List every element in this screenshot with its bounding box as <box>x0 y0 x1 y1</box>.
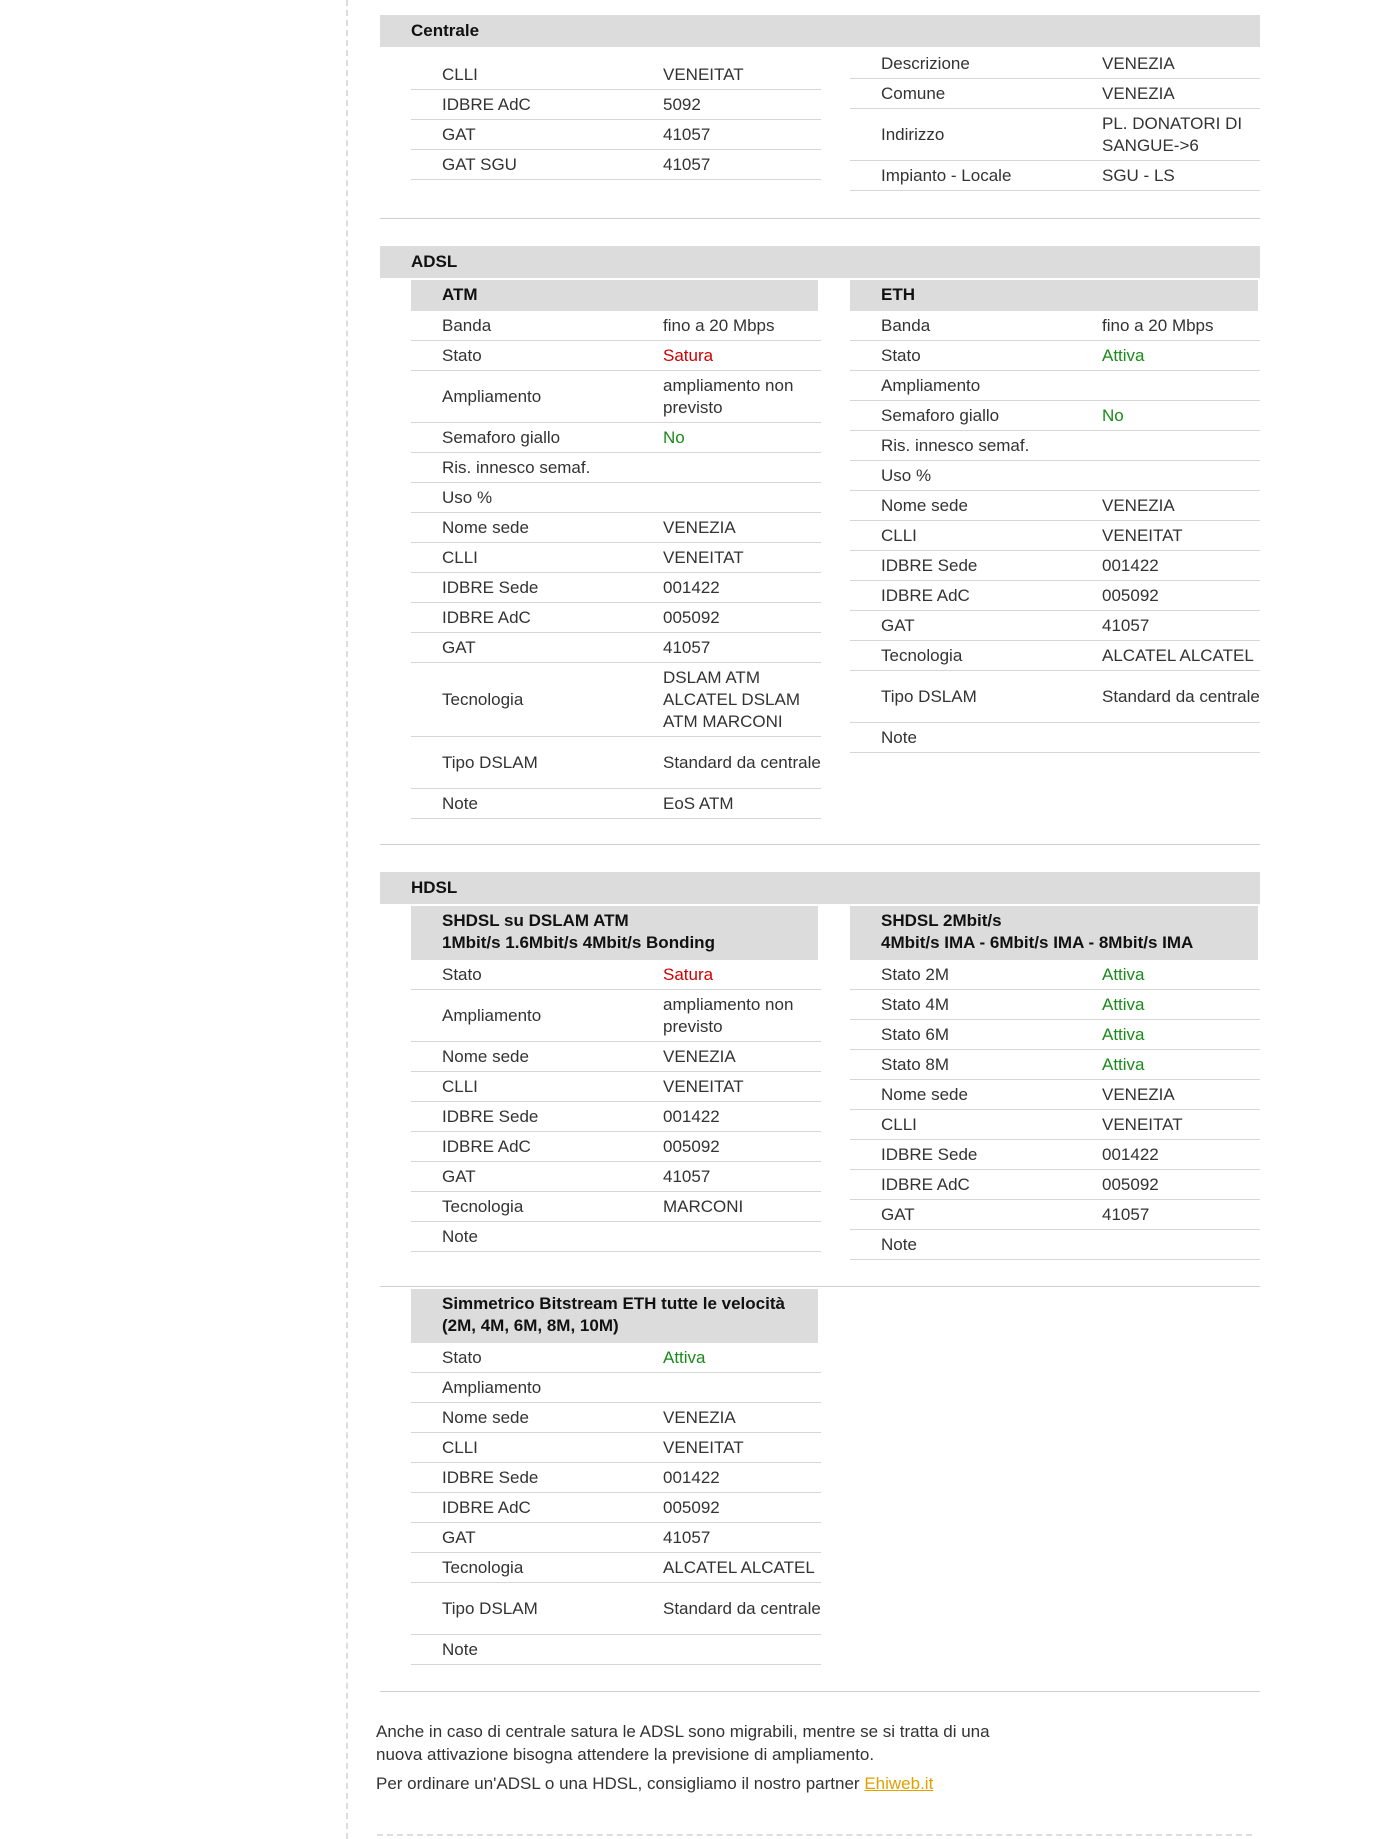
table-row <box>411 1403 821 1433</box>
table-row <box>411 1373 821 1403</box>
row-label: GAT <box>881 615 915 635</box>
row-label: Semaforo giallo <box>442 427 561 447</box>
row-label: IDBRE Sede <box>442 1467 539 1487</box>
row-label: Nome sede <box>881 495 968 515</box>
table-row <box>411 371 821 423</box>
row-label: GAT SGU <box>442 154 517 174</box>
row-label: Tecnologia <box>442 689 524 709</box>
eth-table <box>850 311 1260 753</box>
row-label: Ris. innesco semaf. <box>881 435 1030 455</box>
row-label: Tipo DSLAM <box>442 1598 538 1618</box>
row-value: 005092 <box>663 1497 720 1517</box>
row-value: VENEITAT <box>663 64 744 84</box>
row-value: VENEITAT <box>663 1437 744 1457</box>
row-value: fino a 20 Mbps <box>1102 315 1214 335</box>
centrale-right-table <box>850 49 1260 191</box>
table-row <box>411 1635 821 1665</box>
row-value: 5092 <box>663 94 701 114</box>
row-value: VENEZIA <box>663 1407 736 1427</box>
footer-note: Anche in caso di centrale satura le ADSL sono migrabili, mentre se si tratta di una nuova attivazione bisogna attendere la previsione di ampliamento. <box>376 1722 990 1764</box>
shdsl-2m-table <box>850 960 1260 1260</box>
table-row <box>411 603 821 633</box>
row-label: GAT <box>442 124 476 144</box>
table-row <box>850 1200 1260 1230</box>
row-label: Tipo DSLAM <box>881 686 977 706</box>
row-value: 41057 <box>663 1166 711 1186</box>
row-value: No <box>1102 405 1124 425</box>
row-value: VENEITAT <box>1102 525 1183 545</box>
table-row <box>850 311 1260 341</box>
row-label: Impianto - Locale <box>881 165 1012 185</box>
row-label: Nome sede <box>442 1046 529 1066</box>
row-label: Tipo DSLAM <box>442 752 538 772</box>
row-label: GAT <box>442 1527 476 1547</box>
table-row <box>411 1463 821 1493</box>
shdsl-atm-title-1: SHDSL su DSLAM ATM <box>442 911 629 930</box>
row-value: Attiva <box>663 1347 706 1367</box>
table-row <box>850 1020 1260 1050</box>
row-label: Stato 2M <box>881 964 950 984</box>
row-value: ALCATEL ALCATEL <box>1102 645 1254 665</box>
row-label: Stato <box>881 345 921 365</box>
row-label: GAT <box>442 637 476 657</box>
row-label: IDBRE AdC <box>442 1497 531 1517</box>
table-row <box>411 1553 821 1583</box>
table-row <box>411 1523 821 1553</box>
table-row <box>411 120 821 150</box>
section-divider <box>380 218 1260 219</box>
table-row <box>850 1110 1260 1140</box>
row-label: Uso % <box>881 465 932 485</box>
table-row <box>850 1170 1260 1200</box>
row-value: Satura <box>663 345 714 365</box>
row-value: ampliamento non previsto <box>663 994 794 1036</box>
row-value: 41057 <box>663 637 711 657</box>
row-label: Tecnologia <box>442 1196 524 1216</box>
centrale-header: Centrale <box>380 15 1260 47</box>
table-row <box>411 543 821 573</box>
footer-order <box>376 1772 1076 1795</box>
row-value: 41057 <box>663 1527 711 1547</box>
row-label: Ampliamento <box>442 1377 542 1397</box>
row-label: Semaforo giallo <box>881 405 1000 425</box>
table-row <box>850 990 1260 1020</box>
row-value: 005092 <box>663 607 720 627</box>
row-label: IDBRE AdC <box>881 1174 970 1194</box>
row-label: Ris. innesco semaf. <box>442 457 591 477</box>
row-label: Tecnologia <box>881 645 963 665</box>
row-label: IDBRE AdC <box>442 1136 531 1156</box>
table-row <box>850 611 1260 641</box>
row-value: 005092 <box>1102 585 1159 605</box>
table-row <box>411 737 821 789</box>
row-value: 001422 <box>663 577 720 597</box>
table-row <box>411 311 821 341</box>
row-label: Note <box>881 727 917 747</box>
hdsl-header: HDSL <box>380 872 1260 904</box>
row-value: SGU - LS <box>1102 165 1175 185</box>
row-value: 001422 <box>1102 1144 1159 1164</box>
table-row <box>850 641 1260 671</box>
row-label: Tecnologia <box>442 1557 524 1577</box>
row-label: CLLI <box>442 1076 478 1096</box>
shdsl-atm-table <box>411 960 821 1252</box>
row-value: 41057 <box>1102 1204 1150 1224</box>
table-row <box>411 483 821 513</box>
row-value: 001422 <box>1102 555 1159 575</box>
table-row <box>411 1162 821 1192</box>
table-row <box>850 49 1260 79</box>
table-row <box>411 60 821 90</box>
table-row <box>850 79 1260 109</box>
section-divider <box>380 844 1260 845</box>
row-label: CLLI <box>881 1114 917 1134</box>
row-label: Indirizzo <box>881 124 945 144</box>
row-label: Ampliamento <box>442 1005 542 1025</box>
row-label: Ampliamento <box>442 386 542 406</box>
row-label: IDBRE AdC <box>442 94 531 114</box>
atm-table <box>411 311 821 819</box>
row-value: ampliamento non previsto <box>663 375 794 417</box>
row-label: GAT <box>881 1204 915 1224</box>
row-label: Uso % <box>442 487 493 507</box>
table-row <box>411 341 821 371</box>
table-row <box>850 1230 1260 1260</box>
row-label: Note <box>442 1226 478 1246</box>
row-value: VENEZIA <box>663 517 736 537</box>
row-value: VENEZIA <box>1102 83 1175 103</box>
row-value: 001422 <box>663 1106 720 1126</box>
row-value: 005092 <box>1102 1174 1159 1194</box>
table-row <box>850 1050 1260 1080</box>
table-row <box>411 1493 821 1523</box>
table-row <box>850 371 1260 401</box>
row-label: Nome sede <box>442 517 529 537</box>
row-value: VENEZIA <box>1102 53 1175 73</box>
row-label: Note <box>442 793 478 813</box>
row-label: IDBRE Sede <box>442 1106 539 1126</box>
table-row <box>411 1042 821 1072</box>
row-label: Nome sede <box>881 1084 968 1104</box>
table-row <box>850 491 1260 521</box>
row-value: Standard da centrale <box>663 752 821 772</box>
row-label: IDBRE AdC <box>442 607 531 627</box>
row-value: Attiva <box>1102 964 1145 984</box>
table-row <box>411 633 821 663</box>
centrale-left-table <box>411 60 821 180</box>
row-label: Nome sede <box>442 1407 529 1427</box>
row-label: Descrizione <box>881 53 970 73</box>
table-row <box>411 1433 821 1463</box>
eth-header <box>850 280 1258 311</box>
table-row <box>850 960 1260 990</box>
table-row <box>850 521 1260 551</box>
row-value: Satura <box>663 964 714 984</box>
row-label: Banda <box>881 315 931 335</box>
table-row <box>850 431 1260 461</box>
atm-header <box>411 280 818 311</box>
row-value: 41057 <box>1102 615 1150 635</box>
row-value: VENEZIA <box>1102 1084 1175 1104</box>
row-value: EoS ATM <box>663 793 734 813</box>
bitstream-title-2: (2M, 4M, 6M, 8M, 10M) <box>442 1316 619 1335</box>
row-value: Attiva <box>1102 1024 1145 1044</box>
table-row <box>850 341 1260 371</box>
table-row <box>411 453 821 483</box>
table-row <box>411 1222 821 1252</box>
row-label: CLLI <box>442 547 478 567</box>
table-row <box>850 161 1260 191</box>
row-value: fino a 20 Mbps <box>663 315 775 335</box>
table-row <box>411 789 821 819</box>
table-row <box>411 423 821 453</box>
adsl-header: ADSL <box>380 246 1260 278</box>
row-label: IDBRE Sede <box>881 1144 978 1164</box>
row-value: VENEITAT <box>663 547 744 567</box>
row-label: Stato <box>442 1347 482 1367</box>
row-value: Attiva <box>1102 345 1145 365</box>
row-label: Stato 4M <box>881 994 950 1014</box>
row-value: No <box>663 427 685 447</box>
row-label: GAT <box>442 1166 476 1186</box>
row-value: 41057 <box>663 154 711 174</box>
bitstream-table <box>411 1343 821 1665</box>
row-value: Attiva <box>1102 994 1145 1014</box>
shdsl-2m-title-2: 4Mbit/s IMA - 6Mbit/s IMA - 8Mbit/s IMA <box>881 933 1194 952</box>
table-row <box>411 1343 821 1373</box>
shdsl-atm-title-2: 1Mbit/s 1.6Mbit/s 4Mbit/s Bonding <box>442 933 715 952</box>
table-row <box>411 150 821 180</box>
shdsl-2m-title-1: SHDSL 2Mbit/s <box>881 911 1002 930</box>
eth-title: ETH <box>881 285 915 304</box>
row-value: Standard da centrale <box>1102 686 1260 706</box>
row-label: Stato <box>442 964 482 984</box>
bottom-dashed-border <box>377 1834 1252 1836</box>
partner-link[interactable]: Ehiweb.it <box>864 1774 934 1793</box>
table-row <box>411 1192 821 1222</box>
row-value: 001422 <box>663 1467 720 1487</box>
row-value: VENEZIA <box>1102 495 1175 515</box>
row-value: MARCONI <box>663 1196 744 1216</box>
atm-title: ATM <box>442 285 478 304</box>
table-row <box>850 551 1260 581</box>
section-divider <box>380 1286 1260 1287</box>
row-label: Note <box>442 1639 478 1659</box>
row-value: DSLAM ATM ALCATEL DSLAM ATM MARCONI <box>663 667 800 731</box>
row-label: CLLI <box>442 1437 478 1457</box>
table-row <box>411 990 821 1042</box>
row-label: IDBRE Sede <box>881 555 978 575</box>
row-value: Attiva <box>1102 1054 1145 1074</box>
table-row <box>850 1140 1260 1170</box>
left-dashed-border <box>346 0 348 1839</box>
row-label: Comune <box>881 83 946 103</box>
row-label: CLLI <box>442 64 478 84</box>
table-row <box>850 401 1260 431</box>
row-label: Note <box>881 1234 917 1254</box>
row-label: CLLI <box>881 525 917 545</box>
row-label: Ampliamento <box>881 375 981 395</box>
row-value: ALCATEL ALCATEL <box>663 1557 815 1577</box>
row-value: PL. DONATORI DI SANGUE->6 <box>1102 113 1243 155</box>
row-value: VENEZIA <box>663 1046 736 1066</box>
section-divider <box>380 1691 1260 1692</box>
row-value: VENEITAT <box>1102 1114 1183 1134</box>
table-row <box>411 1583 821 1635</box>
row-value: 005092 <box>663 1136 720 1156</box>
bitstream-header <box>411 1289 818 1343</box>
table-row <box>411 1102 821 1132</box>
table-row <box>850 1080 1260 1110</box>
table-row <box>850 461 1260 491</box>
table-row <box>411 90 821 120</box>
row-label: Stato 8M <box>881 1054 950 1074</box>
row-label: Banda <box>442 315 492 335</box>
table-row <box>850 109 1260 161</box>
table-row <box>411 573 821 603</box>
table-row <box>850 671 1260 723</box>
row-label: IDBRE AdC <box>881 585 970 605</box>
table-row <box>411 1132 821 1162</box>
shdsl-atm-header <box>411 906 818 960</box>
table-row <box>850 723 1260 753</box>
table-row <box>850 581 1260 611</box>
row-label: Stato <box>442 345 482 365</box>
row-label: IDBRE Sede <box>442 577 539 597</box>
shdsl-2m-header <box>850 906 1258 960</box>
row-value: VENEITAT <box>663 1076 744 1096</box>
table-row <box>411 1072 821 1102</box>
table-row <box>411 960 821 990</box>
bitstream-title-1: Simmetrico Bitstream ETH tutte le velocità <box>442 1294 785 1313</box>
row-label: Stato 6M <box>881 1024 950 1044</box>
footer-order-text: Per ordinare un'ADSL o una HDSL, consigliamo il nostro partner <box>376 1774 860 1793</box>
row-value: 41057 <box>663 124 711 144</box>
table-row <box>411 663 821 737</box>
table-row <box>411 513 821 543</box>
row-value: Standard da centrale <box>663 1598 821 1618</box>
